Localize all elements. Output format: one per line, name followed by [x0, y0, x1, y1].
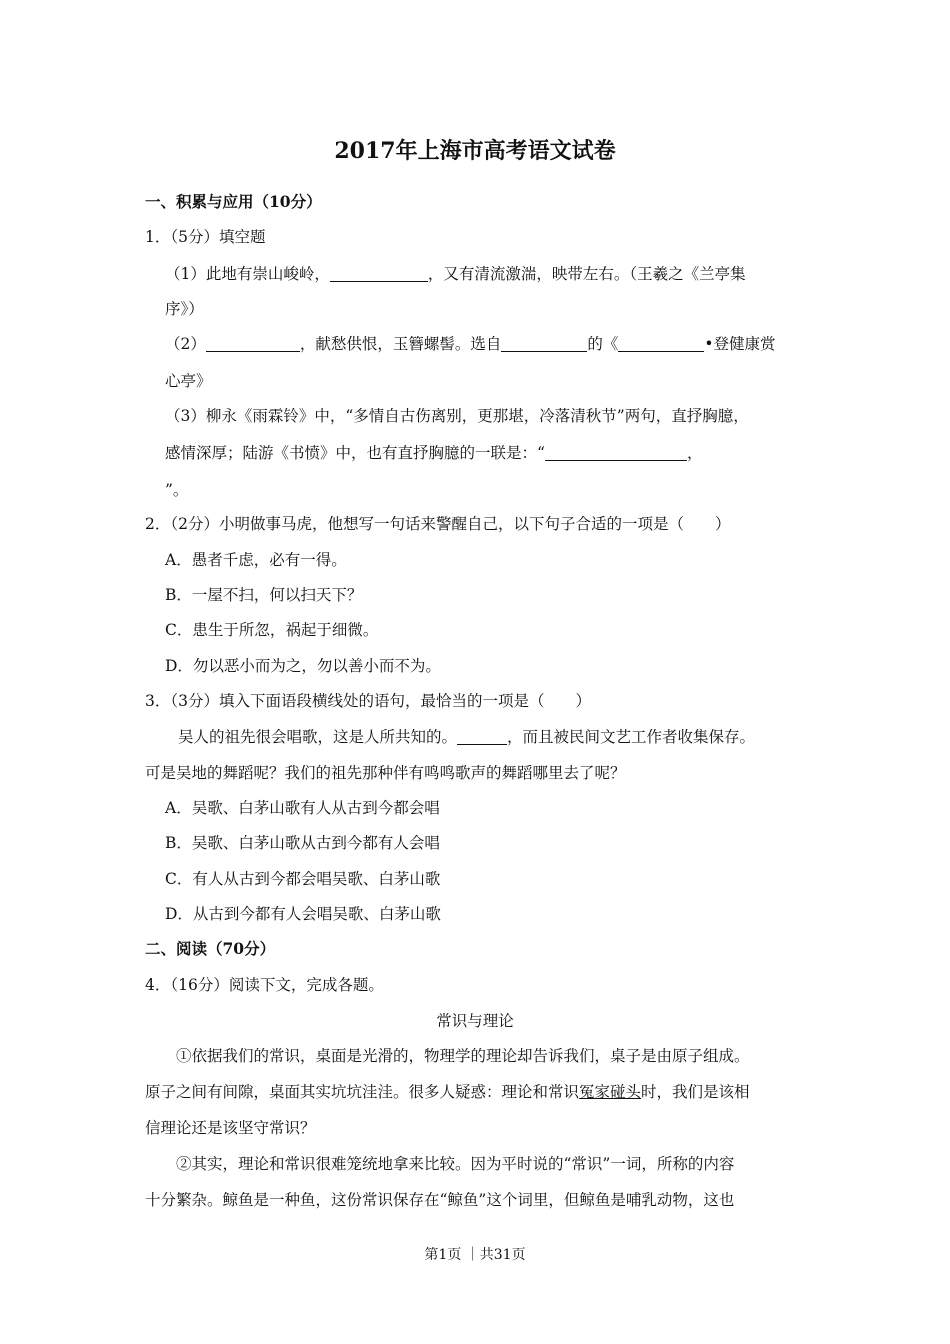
answer-blank	[206, 335, 300, 352]
q1-part2-line2: 心亭》	[165, 372, 212, 390]
article-para1-text-a: 原子之间有间隙，桌面其实坑坑洼洼。很多人疑惑：理论和常识	[145, 1083, 580, 1101]
q1-part1-text-b: ，又有清流激湍，映带左右。（王羲之《兰亭集	[427, 265, 746, 283]
q1-part3-text-c: ，	[686, 444, 703, 462]
q3-option-c: C．有人从古到今都会唱吴歌、白茅山歌	[165, 870, 441, 888]
q1-part2-text-b: ，献愁供恨，玉簪螺髻。选自	[299, 335, 502, 353]
article-para2-line2: 十分繁杂。鲸鱼是一种鱼，这份常识保存在“鲸鱼”这个词里，但鲸鱼是哺乳动物，这也	[145, 1191, 735, 1209]
q1-part2-text-a: （2）	[165, 335, 206, 353]
q1-part1-line1	[165, 264, 746, 284]
q1-part3-text-b: 感情深厚；陆游《书愤》中，也有直抒胸臆的一联是：“	[165, 444, 545, 462]
article-para2-line1: ②其实，理论和常识很难笼统地拿来比较。因为平时说的“常识”一词，所称的内容	[176, 1155, 735, 1173]
article-para1-line1: ①依据我们的常识，桌面是光滑的，物理学的理论却告诉我们，桌子是由原子组成。	[176, 1047, 750, 1065]
q1-part2-text-d: •登健康赏	[704, 335, 776, 353]
answer-blank	[501, 335, 587, 352]
q1-part1-text-a: （1）此地有崇山峻岭，	[165, 265, 330, 283]
section-heading-2: 二、阅读（70分）	[145, 939, 276, 958]
answer-blank	[545, 444, 687, 461]
article-para1-line2	[145, 1082, 750, 1102]
q1-part3-line2	[165, 443, 702, 463]
q3-passage-line1	[178, 727, 755, 747]
q1-part3-line3: ”。	[165, 481, 189, 499]
underlined-phrase: 冤家碰头	[579, 1083, 642, 1101]
q1-part3-line1: （3）柳永《雨霖铃》中，“多情自古伤离别，更那堪，冷落清秋节”两句，直抒胸臆，	[165, 407, 749, 425]
article-title: 常识与理论	[436, 1012, 514, 1030]
page-footer: 第1页 ｜共31页	[424, 1247, 526, 1263]
article-para1-line3: 信理论还是该坚守常识？	[145, 1119, 316, 1137]
q3-passage-text-a: 吴人的祖先很会唱歌，这是人所共知的。	[178, 728, 458, 746]
q1-part1-line2: 序》）	[165, 300, 204, 318]
q3-option-d: D．从古到今都有人会唱吴歌、白茅山歌	[165, 905, 441, 923]
q4-heading: 4．（16分）阅读下文，完成各题。	[145, 976, 384, 994]
article-para1-text-b: 时，我们是该相	[641, 1083, 750, 1101]
q2-heading: 2．（2分）小明做事马虎，他想写一句话来警醒自己，以下句子合适的一项是（ ）	[145, 515, 731, 533]
q3-passage-line2: 可是吴地的舞蹈呢？我们的祖先那种伴有鸣鸣歌声的舞蹈哪里去了呢？	[145, 764, 626, 782]
page-title: 2017年上海市高考语文试卷	[334, 138, 616, 164]
q3-option-b: B．吴歌、白茅山歌从古到今都有人会唱	[165, 834, 440, 852]
section-heading-1: 一、积累与应用（10分）	[145, 192, 322, 211]
answer-blank	[457, 728, 507, 745]
q3-passage-text-b: ，而且被民间文艺工作者收集保存。	[507, 728, 756, 746]
q1-part2-line1	[165, 334, 776, 354]
q2-option-d: D．勿以恶小而为之，勿以善小而不为。	[165, 657, 441, 675]
q1-heading: 1．（5分）填空题	[145, 228, 266, 246]
q2-option-a: A．愚者千虑，必有一得。	[165, 551, 347, 569]
q2-option-b: B．一屋不扫，何以扫天下？	[165, 586, 363, 604]
q3-option-a: A．吴歌、白茅山歌有人从古到今都会唱	[165, 799, 440, 817]
q1-part2-text-c: 的《	[587, 335, 619, 353]
answer-blank	[330, 265, 428, 282]
q3-heading: 3．（3分）填入下面语段横线处的语句，最恰当的一项是（ ）	[145, 692, 591, 710]
q2-option-c: C．患生于所忽，祸起于细微。	[165, 621, 379, 639]
answer-blank	[618, 335, 704, 352]
